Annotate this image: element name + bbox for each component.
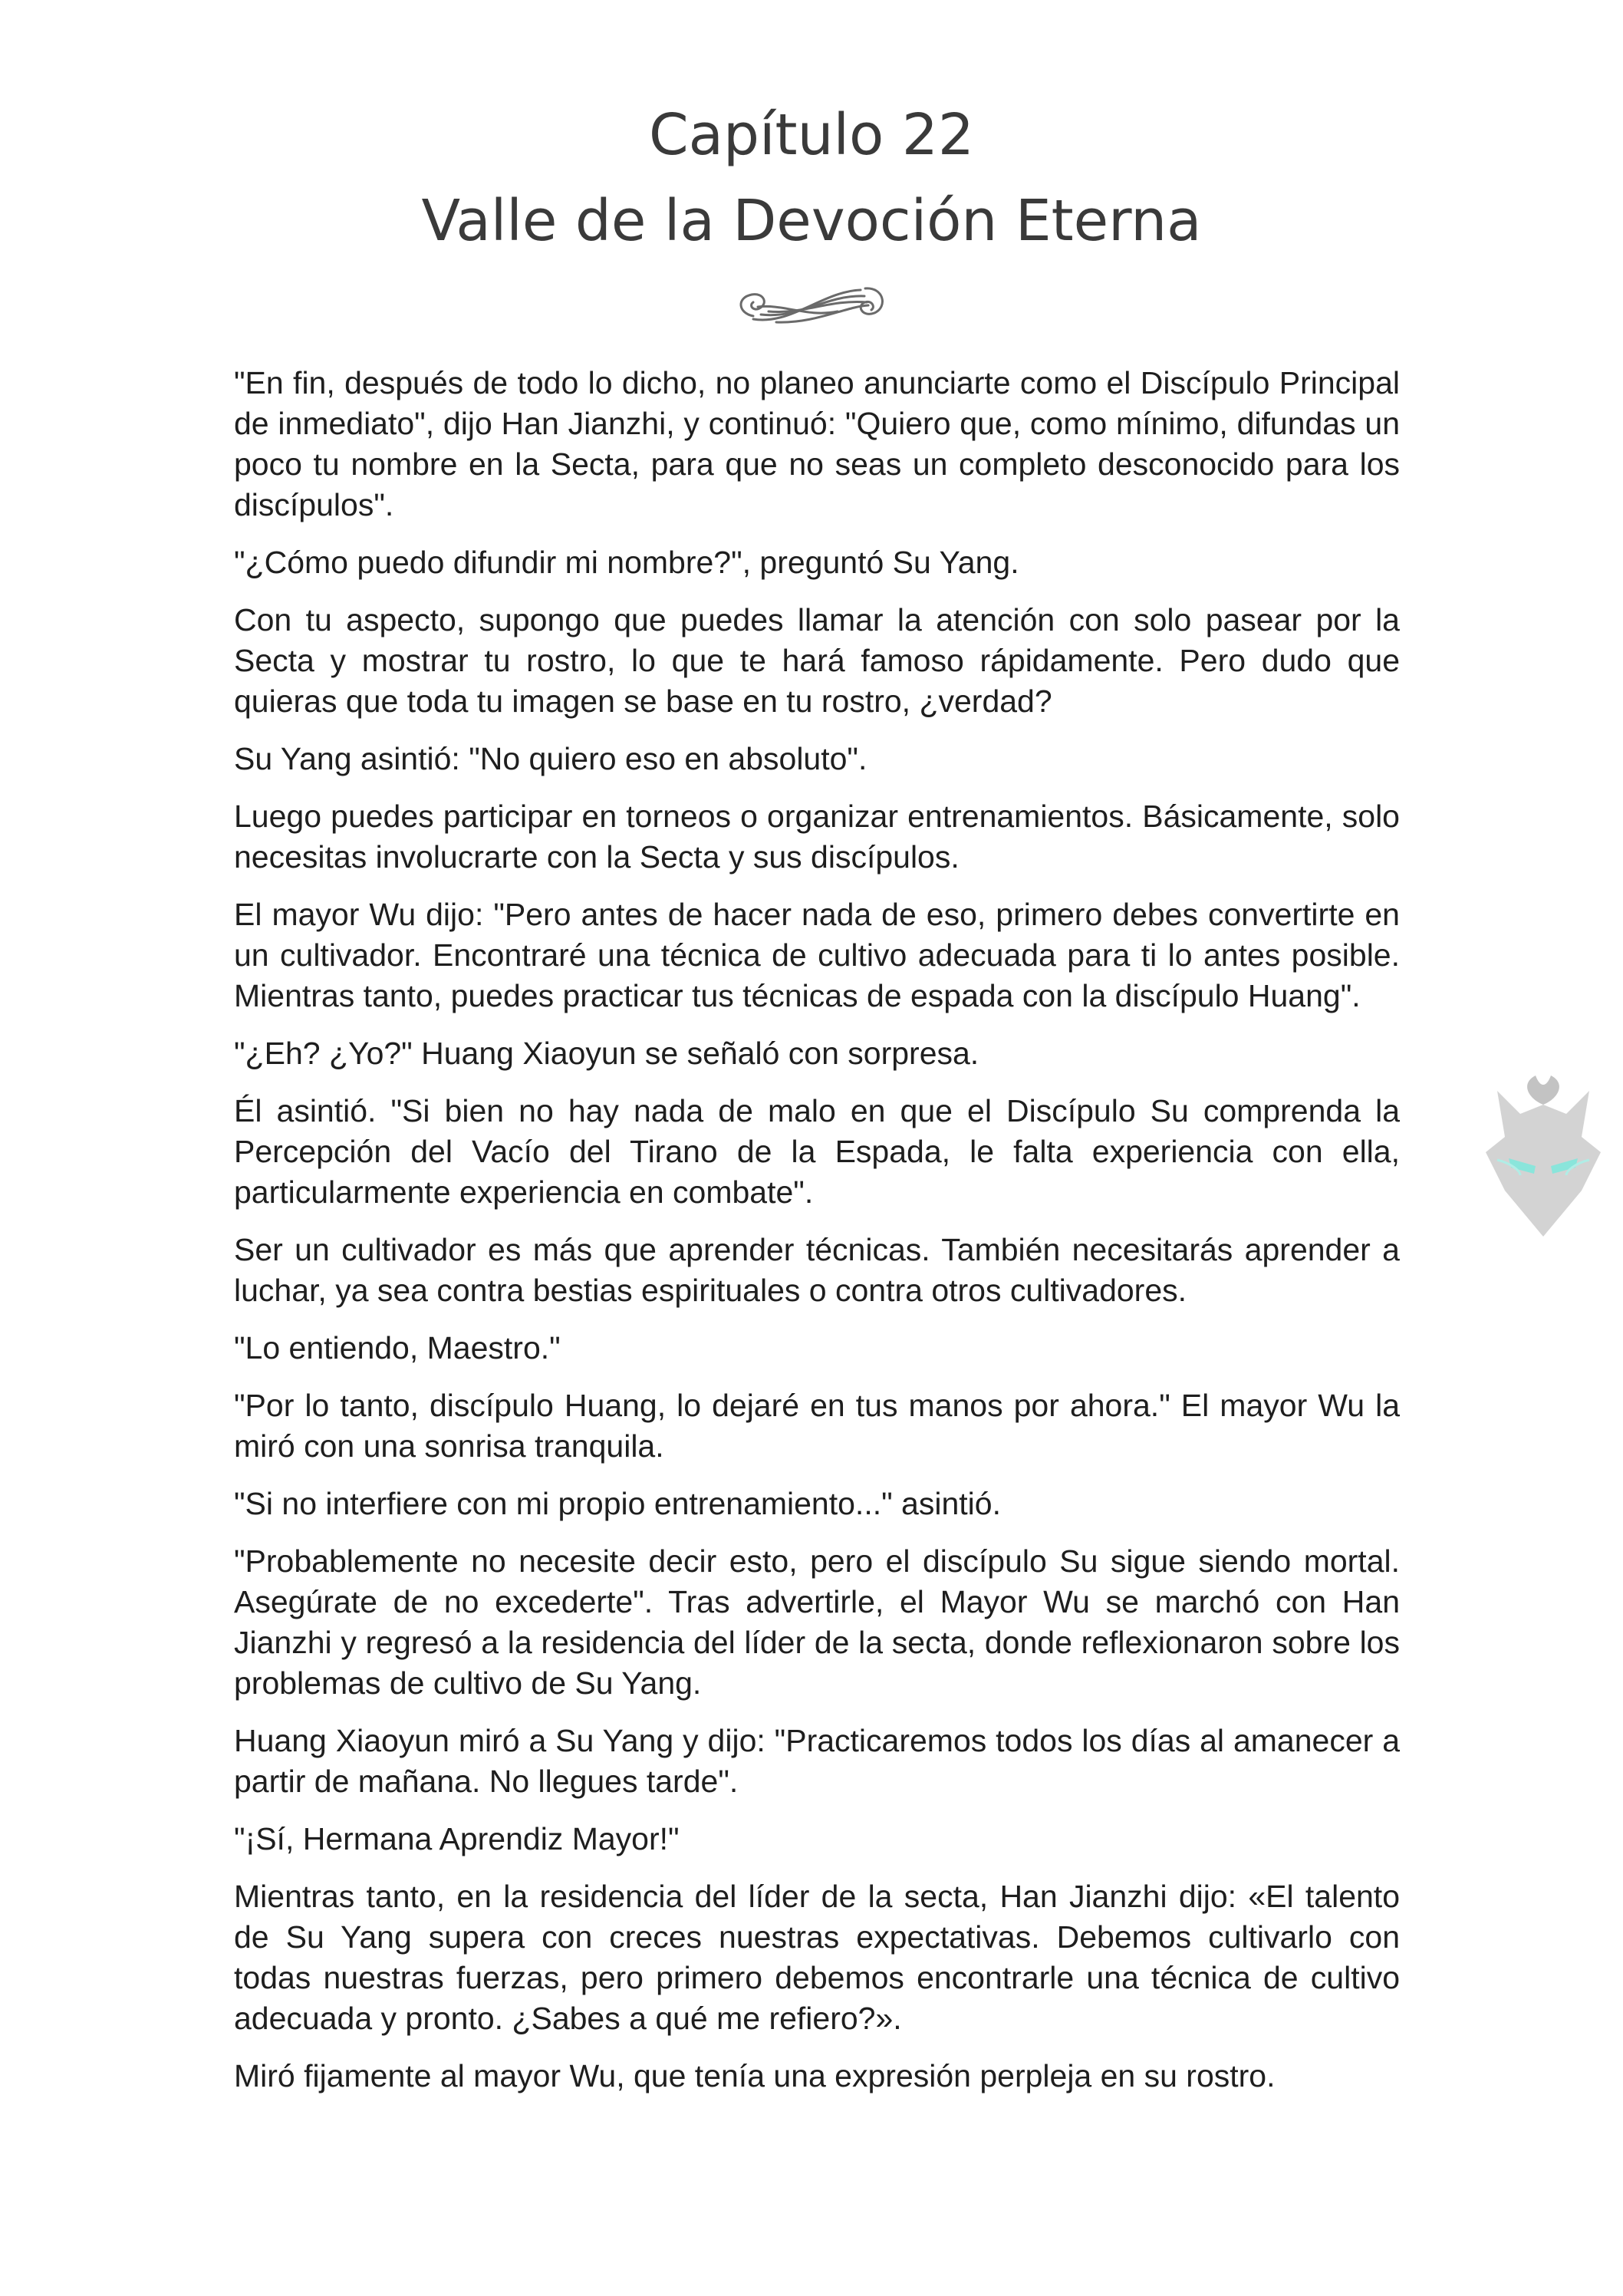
paragraph: "En fin, después de todo lo dicho, no planeo anunciarte como el Discípulo Principal de inmediato", dijo Han Jianzhi, y continuó: "Quiero que, como mínimo, difundas un poco tu nombre en la Secta, para que no seas un completo desconocido para los discípulos". <box>234 365 1400 522</box>
paragraph: Con tu aspecto, supongo que puedes llamar la atención con solo pasear por la Secta y mostrar tu rostro, lo que te hará famoso rápidamente. Pero dudo que quieras que toda tu imagen se base en tu rostro, ¿verdad? <box>234 602 1400 719</box>
paragraph: Mientras tanto, en la residencia del líder de la secta, Han Jianzhi dijo: «El talento de Su Yang supera con creces nuestras expectativas. Debemos cultivarlo con todas nuestras fuerzas, pero primero debemos encontrarle una técnica de cultivo adecuada y pronto. ¿Sabes a qué me refiero?». <box>234 1879 1400 2036</box>
chapter-body <box>234 363 1400 2113</box>
paragraph: "Lo entiendo, Maestro." <box>234 1330 561 1365</box>
paragraph: "¿Eh? ¿Yo?" Huang Xiaoyun se señaló con sorpresa. <box>234 1036 979 1071</box>
paragraph: "Probablemente no necesite decir esto, pero el discípulo Su sigue siendo mortal. Asegúrate de no excederte". Tras advertirle, el Mayor Wu se marchó con Han Jianzhi y regresó a la residencia del líder de la secta, donde reflexionaron sobre los problemas de cultivo de Su Yang. <box>234 1543 1400 1701</box>
paragraph: Luego puedes participar en torneos o organizar entrenamientos. Básicamente, solo necesitas involucrarte con la Secta y sus discípulos. <box>234 799 1400 875</box>
paragraph: El mayor Wu dijo: "Pero antes de hacer nada de eso, primero debes convertirte en un cultivador. Encontraré una técnica de cultivo adecuada para ti lo antes posible. Mientras tanto, puedes practicar tus técnicas de espada con la discípulo Huang". <box>234 897 1400 1013</box>
paragraph: "¿Cómo puedo difundir mi nombre?", preguntó Su Yang. <box>234 545 1019 580</box>
demon-head-icon <box>1467 1068 1620 1244</box>
paragraph: Ser un cultivador es más que aprender técnicas. También necesitarás aprender a luchar, ya sea contra bestias espirituales o contra otros cultivadores. <box>234 1232 1400 1308</box>
paragraph: Su Yang asintió: "No quiero eso en absoluto". <box>234 741 867 776</box>
paragraph: "Por lo tanto, discípulo Huang, lo dejaré en tus manos por ahora." El mayor Wu la miró con una sonrisa tranquila. <box>234 1388 1400 1464</box>
scroll-flourish-icon <box>730 276 893 338</box>
paragraph: Miró fijamente al mayor Wu, que tenía una expresión perpleja en su rostro. <box>234 2058 1276 2093</box>
paragraph: Él asintió. "Si bien no hay nada de malo en que el Discípulo Su comprenda la Percepción del Vacío del Tirano de la Espada, le falta experiencia con ella, particularmente experiencia en combate". <box>234 1093 1400 1210</box>
paragraph: "Si no interfiere con mi propio entrenamiento..." asintió. <box>234 1486 1001 1521</box>
chapter-number: Capítulo 22 <box>649 102 974 168</box>
paragraph: "¡Sí, Hermana Aprendiz Mayor!" <box>234 1821 680 1856</box>
chapter-title: Valle de la Devoción Eterna <box>421 188 1202 254</box>
paragraph: Huang Xiaoyun miró a Su Yang y dijo: "Practicaremos todos los días al amanecer a partir de mañana. No llegues tarde". <box>234 1723 1400 1799</box>
chapter-header <box>0 92 1623 264</box>
